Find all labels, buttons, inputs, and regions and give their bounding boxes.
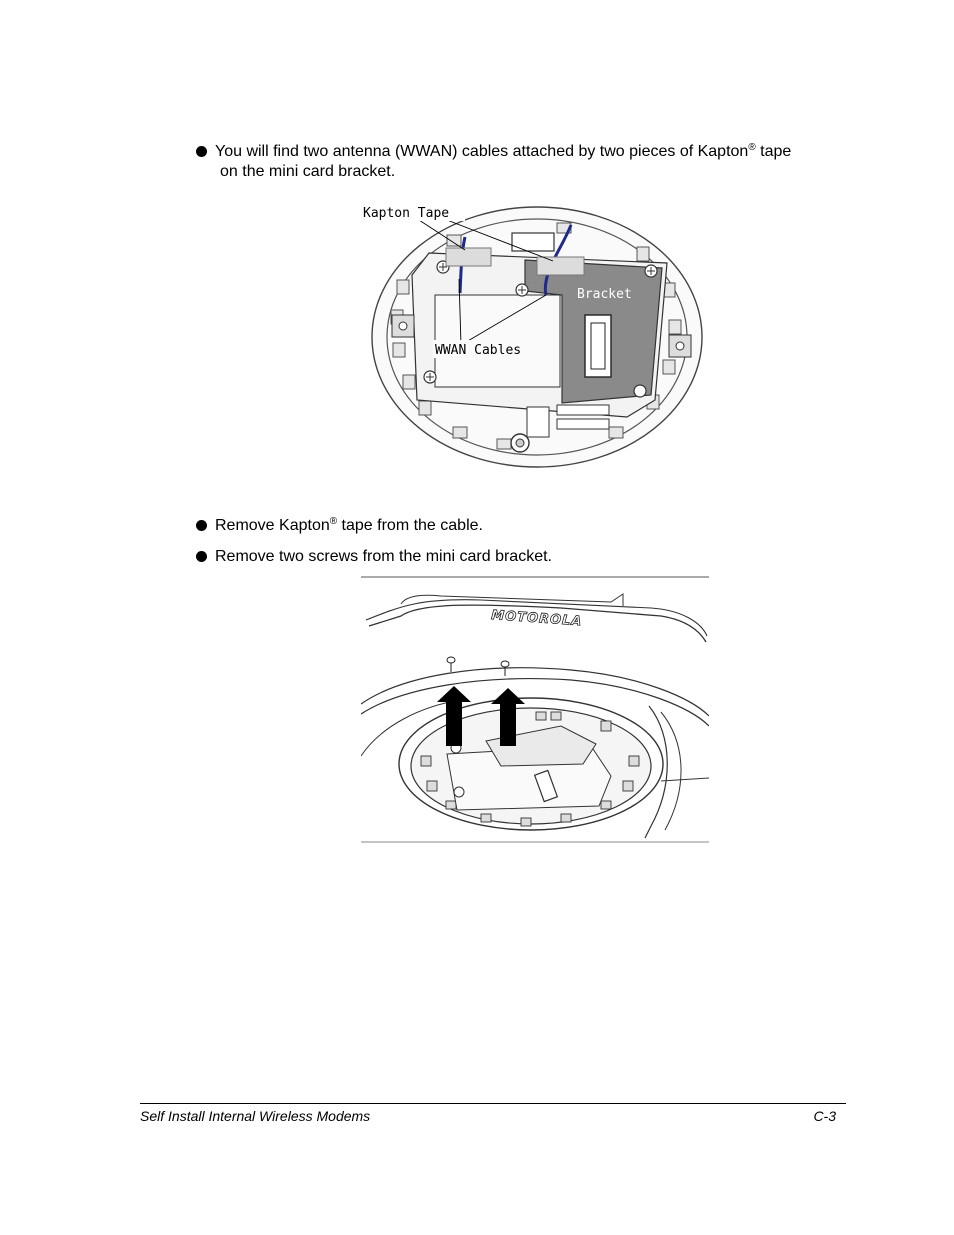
figure-screw-removal <box>361 576 709 844</box>
bullet-text-cont: tape <box>755 143 792 160</box>
bullet-text: Remove Kapton <box>215 517 330 534</box>
bullet-text: Remove two screws from the mini card bracket. <box>215 548 552 565</box>
bullet-dot <box>196 146 207 157</box>
bracket-label: Bracket <box>577 287 632 302</box>
wwan-cables-label: WWAN Cables <box>435 343 522 358</box>
registered-mark: ® <box>748 142 756 153</box>
footer-rule <box>140 1103 846 1104</box>
kapton-tape-label: Kapton Tape <box>363 206 450 221</box>
bullet-dot <box>196 520 207 531</box>
bullet-text: You will find two antenna (WWAN) cables attached by two pieces of Kapton <box>215 143 749 160</box>
bullet-text-cont: tape from the cable. <box>337 517 483 534</box>
page-number: C-3 <box>813 1108 836 1124</box>
bullet-text-line2: on the mini card bracket. <box>220 163 396 180</box>
motorola-logo: MOTOROLA <box>490 608 583 630</box>
figure-bracket-diagram <box>357 195 712 473</box>
footer-title: Self Install Internal Wireless Modems <box>140 1108 371 1124</box>
registered-mark: ® <box>329 516 338 527</box>
bullet-dot <box>196 551 207 562</box>
